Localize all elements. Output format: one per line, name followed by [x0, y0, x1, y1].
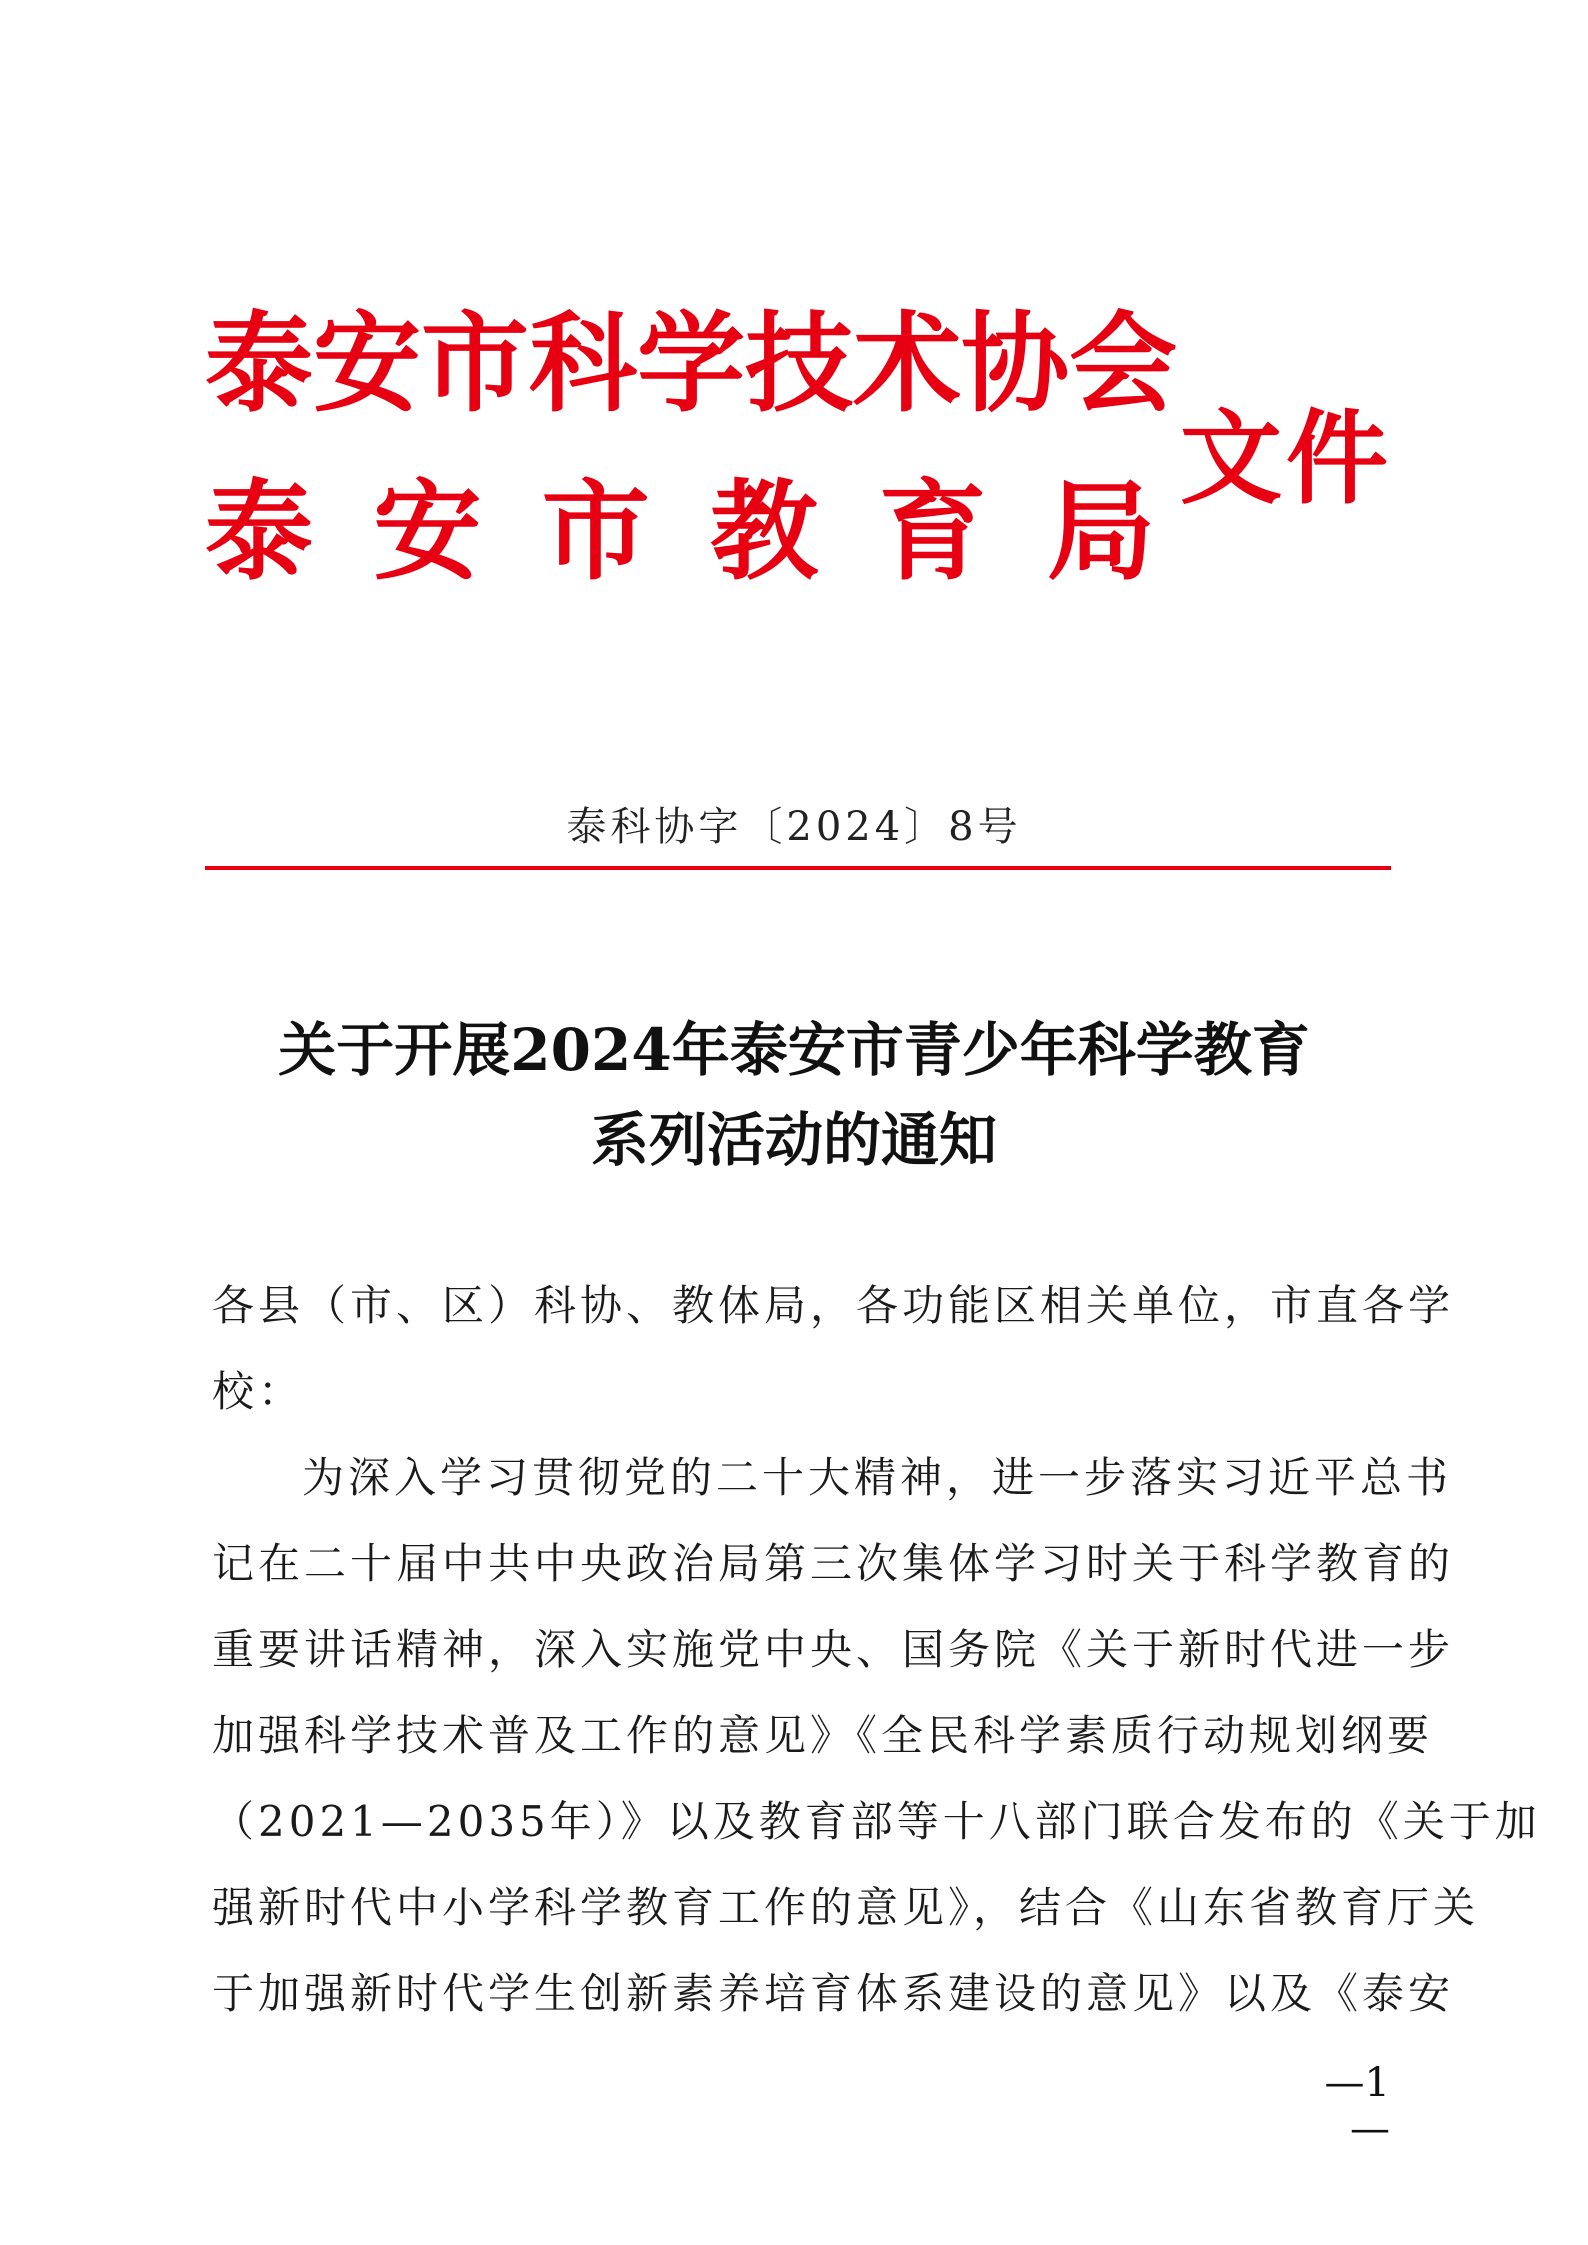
issuer-char: 育 [878, 470, 987, 595]
document-number: 泰科协字〔2024〕8号 [566, 804, 1022, 850]
issuer-char: 局 [1046, 470, 1155, 595]
issuer-line-1 [205, 302, 1178, 427]
issuer-char: 泰 [205, 302, 314, 427]
notice-body [212, 1263, 1541, 2037]
issuer-char: 协 [961, 302, 1070, 427]
issuer-char: 教 [710, 470, 819, 595]
body-line: 各县（市、区）科协、教体局，各功能区相关单位，市直各学 [212, 1281, 1455, 1330]
body-line: 加强科学技术普及工作的意见》《全民科学素质行动规划纲要 [212, 1711, 1434, 1760]
red-divider [205, 866, 1391, 870]
body-line: 于加强新时代学生创新素养培育体系建设的意见》以及《泰安 [212, 1969, 1455, 2018]
title-line-2: 系列活动的通知 [590, 1106, 997, 1174]
body-line: 重要讲话精神，深入实施党中央、国务院《关于新时代进一步 [212, 1625, 1455, 1674]
issuer-char: 泰 [205, 470, 314, 595]
body-line: （2021—2035年）》以及教育部等十八部门联合发布的《关于加 [212, 1797, 1541, 1846]
issuer-char: 市 [421, 302, 530, 427]
page-number: —1— [1324, 2060, 1390, 2152]
issuer-char: 术 [853, 302, 962, 427]
issuer-char: 学 [637, 302, 746, 427]
issuer-char: 市 [541, 470, 650, 595]
red-header [205, 285, 1405, 625]
body-line: 强新时代中小学科学教育工作的意见》，结合《山东省教育厅关 [212, 1883, 1480, 1932]
issuer-line-2 [205, 470, 1155, 595]
issuer-char: 会 [1069, 302, 1178, 427]
body-line: 校： [212, 1367, 305, 1416]
issuer-char: 安 [373, 470, 482, 595]
issuer-char: 技 [745, 302, 854, 427]
document-label: 文件 [1180, 400, 1392, 519]
notice-title [0, 1005, 1588, 1185]
title-line-1: 关于开展2024年泰安市青少年科学教育 [278, 1016, 1310, 1084]
issuer-char: 安 [313, 302, 422, 427]
body-line: 记在二十届中共中央政治局第三次集体学习时关于科学教育的 [212, 1539, 1455, 1588]
issuer-char: 科 [529, 302, 638, 427]
body-line: 为深入学习贯彻党的二十大精神，进一步落实习近平总书 [302, 1453, 1453, 1502]
